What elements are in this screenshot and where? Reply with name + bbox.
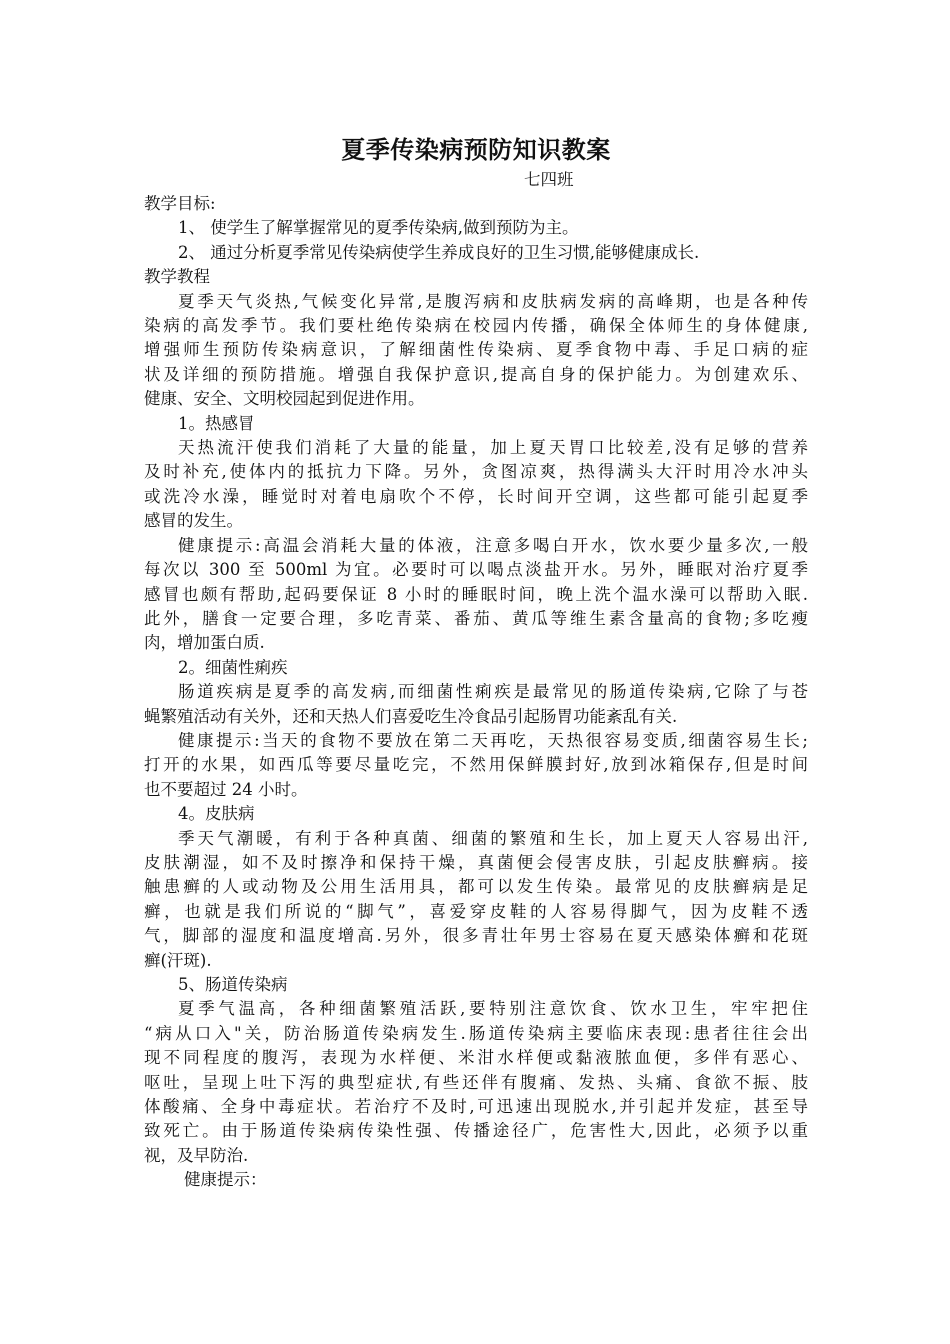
text-line: 致死亡。由于肠道传染病传染性强、传播途径广，危害性大,因此，必须予以重 [144, 1121, 808, 1141]
text-line: 教学目标: [144, 194, 216, 213]
text-line: 皮肤潮湿，如不及时擦净和保持干燥，真菌便会侵害皮肤，引起皮肤癣病。接 [144, 852, 808, 872]
text-line: 2、 通过分析夏季常见传染病使学生养成良好的卫生习惯,能够健康成长. [178, 242, 700, 262]
text-line: 此外，膳食一定要合理，多吃青菜、番茄、黄瓜等维生素含量高的食物;多吃瘦 [144, 608, 808, 628]
class-name: 七四班 [524, 170, 574, 189]
text-line: 健康提示： [184, 1170, 267, 1190]
text-line: 癣(汗斑). [144, 950, 212, 970]
text-line: 癣，也就是我们所说的“脚气”，喜爱穿皮鞋的人容易得脚气，因为皮鞋不透 [144, 901, 808, 921]
text-line: 触患癣的人或动物及公用生活用具，都可以发生传染。最常见的皮肤癣病是足 [144, 877, 808, 897]
text-line: 季天气潮暖，有利于各种真菌、细菌的繁殖和生长，加上夏天人容易出汗, [178, 828, 808, 848]
text-line: 体酸痛、全身中毒症状。若治疗不及时,可迅速出现脱水,并引起并发症，甚至导 [144, 1097, 808, 1117]
text-line: 打开的水果，如西瓜等要尽量吃完，不然用保鲜膜封好,放到冰箱保存,但是时间 [144, 755, 808, 775]
text-line: 健康提示:高温会消耗大量的体液，注意多喝白开水，饮水要少量多次,一般 [178, 535, 808, 555]
text-line: 感冒也颇有帮助,起码要保证 8 小时的睡眠时间，晚上洗个温水澡可以帮助入眠. [144, 584, 808, 604]
text-line: 5、肠道传染病 [178, 975, 288, 994]
text-line: 健康、安全、文明校园起到促进作用。 [144, 389, 425, 409]
document-text [144, 192, 808, 1193]
text-line: 2。细菌性痢疾 [178, 657, 288, 677]
text-line: 现不同程度的腹泻，表现为水样便、米泔水样便或黏液脓血便，多伴有恶心、 [144, 1048, 808, 1068]
text-line: 气，脚部的湿度和温度增高.另外，很多青壮年男士容易在夏天感染体癣和花斑 [144, 926, 808, 946]
text-line: 健康提示:当天的食物不要放在第二天再吃，天热很容易变质,细菌容易生长; [178, 730, 808, 750]
document-title: 夏季传染病预防知识教案 [341, 136, 611, 164]
text-line: 1。热感冒 [178, 413, 255, 433]
text-line: 肠道疾病是夏季的高发病,而细菌性痢疾是最常见的肠道传染病,它除了与苍 [178, 682, 808, 702]
text-line: 天热流汗使我们消耗了大量的能量，加上夏天胃口比较差,没有足够的营养 [178, 438, 808, 458]
text-line: 夏季天气炎热,气候变化异常,是腹泻病和皮肤病发病的高峰期，也是各种传 [178, 291, 808, 311]
text-line: 肉，增加蛋白质. [144, 633, 265, 653]
text-line: 染病的高发季节。我们要杜绝传染病在校园内传播，确保全体师生的身体健康, [144, 316, 808, 336]
text-line: 4。皮肤病 [178, 804, 255, 824]
text-line: 感冒的发生。 [144, 511, 243, 531]
text-line: 每次以 300 至 500ml 为宜。必要时可以喝点淡盐开水。另外，睡眠对治疗夏季 [144, 560, 808, 580]
text-line: 夏季气温高，各种细菌繁殖活跃,要特别注意饮食、饮水卫生，牢牢把住 [178, 999, 808, 1019]
text-line: 增强师生预防传染病意识，了解细菌性传染病、夏季食物中毒、手足口病的症 [144, 340, 808, 360]
text-line: 状及详细的预防措施。增强自我保护意识,提高自身的保护能力。为创建欢乐、 [144, 364, 808, 384]
text-line: 呕吐，呈现上吐下泻的典型症状,有些还伴有腹痛、发热、头痛、食欲不振、肢 [144, 1072, 808, 1092]
text-line: 蝇繁殖活动有关外，还和天热人们喜爱吃生冷食品引起肠胃功能紊乱有关. [144, 706, 678, 726]
text-line: 教学教程 [144, 267, 210, 287]
text-line: 及时补充,使体内的抵抗力下降。另外，贪图凉爽，热得满头大汗时用冷水冲头 [144, 462, 808, 482]
text-line: 视，及早防治. [144, 1145, 249, 1165]
text-line: 或洗冷水澡，睡觉时对着电扇吹个不停，长时间开空调，这些都可能引起夏季 [144, 486, 808, 506]
text-line: “病从口入"关，防治肠道传染病发生.肠道传染病主要临床表现:患者往往会出 [144, 1023, 808, 1043]
text-line: 也不要超过 24 小时。 [144, 779, 308, 799]
document-body [144, 132, 808, 1193]
text-line: 1、 使学生了解掌握常见的夏季传染病,做到预防为主。 [178, 218, 579, 238]
